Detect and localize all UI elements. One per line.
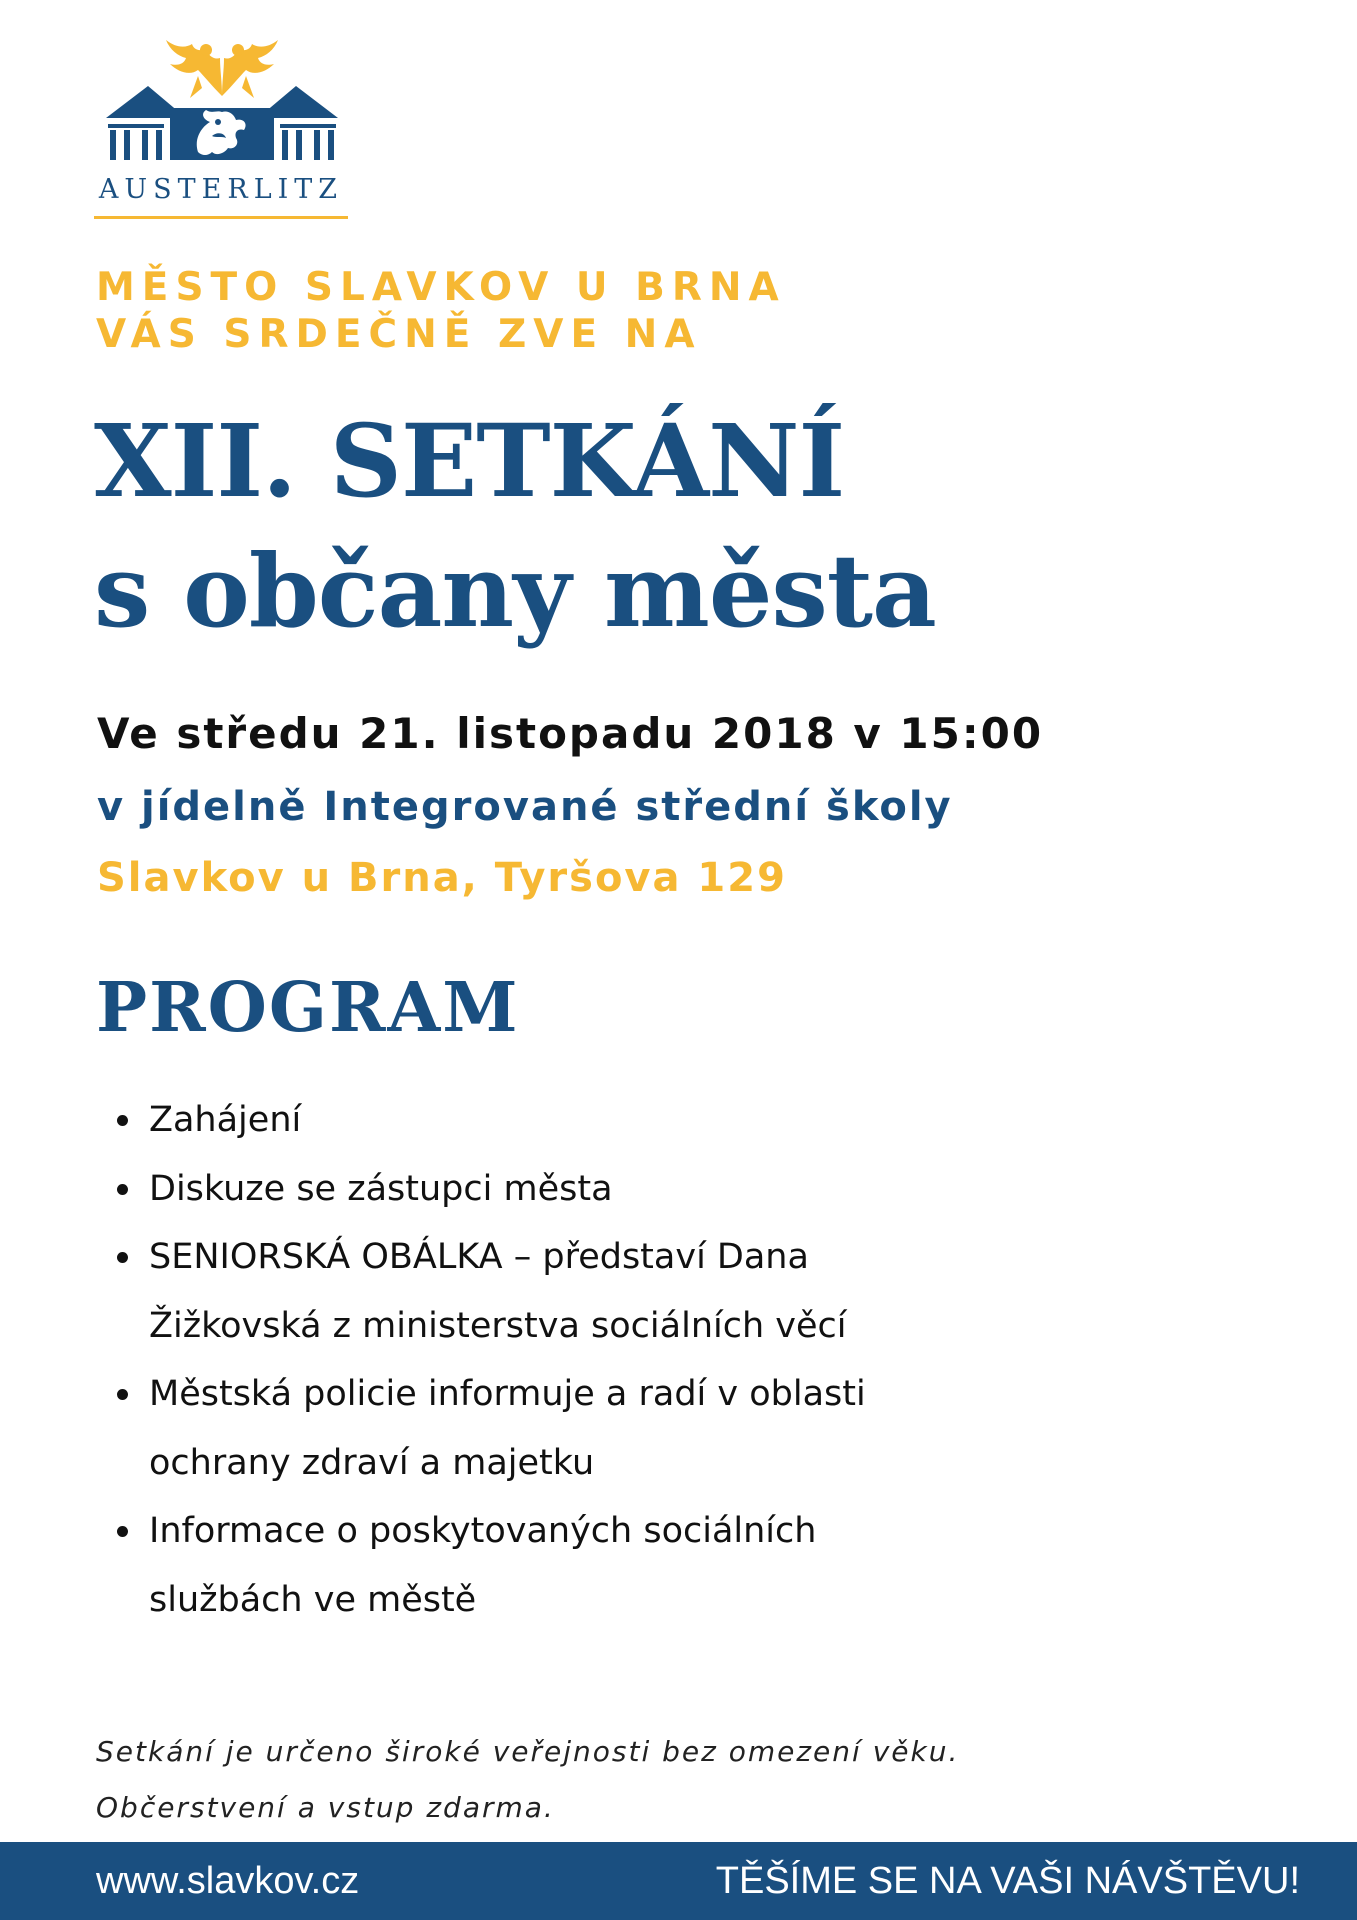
invitation-header (96, 264, 786, 358)
note-line-1: Setkání je určeno široké veřejnosti bez omezení věku. (96, 1735, 960, 1768)
event-title-line-2: s občany města (94, 532, 936, 650)
program-item (115, 1086, 1015, 1155)
bullet-icon (117, 1252, 128, 1263)
invitation-line-2: VÁS SRDEČNĚ ZVE NA (96, 312, 702, 357)
bullet-icon (117, 1389, 128, 1400)
program-item-text-continued: ochrany zdraví a majetku (149, 1442, 595, 1483)
austerlitz-emblem-icon (94, 36, 348, 172)
event-venue: v jídelně Integrované střední školy (97, 784, 953, 830)
austerlitz-logo (94, 36, 354, 222)
footer-tagline: TĚŠÍME SE NA VAŠI NÁVŠTĚVU! (715, 1860, 1300, 1902)
invitation-line-1: MĚSTO SLAVKOV U BRNA (96, 265, 786, 310)
logo-text: AUSTERLITZ (98, 174, 344, 205)
program-item (115, 1155, 1015, 1224)
bullet-icon (117, 1526, 128, 1537)
footer-bar (0, 1842, 1357, 1920)
footer-website-link[interactable]: www.slavkov.cz (96, 1860, 360, 1902)
event-address: Slavkov u Brna, Tyršova 129 (97, 855, 787, 901)
program-item-text-continued: službách ve městě (149, 1579, 477, 1620)
program-item-text: Zahájení (149, 1100, 302, 1140)
event-title (94, 396, 936, 656)
program-item (115, 1497, 1015, 1634)
program-item-text: Diskuze se zástupci města (149, 1168, 613, 1209)
logo-underline (94, 216, 348, 219)
program-item-text: Městská policie informuje a radí v oblasti (149, 1374, 866, 1414)
bullet-icon (117, 1115, 128, 1126)
bullet-icon (117, 1184, 128, 1195)
program-list (115, 1086, 1015, 1634)
program-item-text: Informace o poskytovaných sociálních (149, 1511, 817, 1551)
event-note (96, 1724, 959, 1836)
program-item-text-continued: Žižkovská z ministerstva sociálních věcí (149, 1305, 847, 1346)
program-item (115, 1223, 1015, 1360)
program-item-text: SENIORSKÁ OBÁLKA – představí Dana (149, 1237, 809, 1277)
event-date-time: Ve středu 21. listopadu 2018 v 15:00 (97, 709, 1044, 758)
program-item (115, 1360, 1015, 1497)
note-line-2: Občerstvení a vstup zdarma. (96, 1791, 555, 1824)
event-title-line-1: XII. SETKÁNÍ (94, 402, 845, 520)
program-heading: PROGRAM (96, 968, 520, 1048)
